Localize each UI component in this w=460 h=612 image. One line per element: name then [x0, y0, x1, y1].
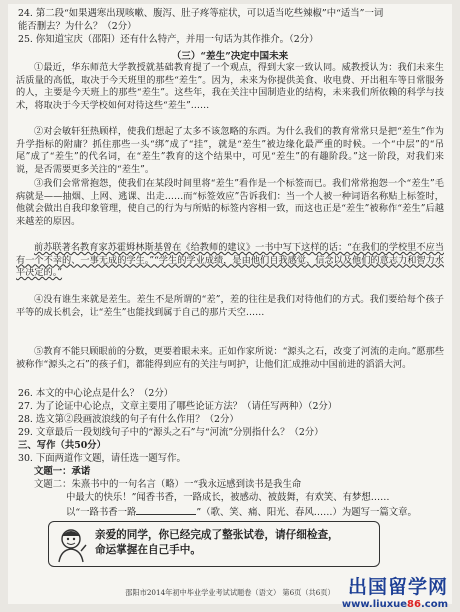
closing-message	[95, 528, 373, 558]
essay-topic-1: 文题一：承诺	[34, 466, 91, 477]
closing-line-1: 亲爱的同学，你已经完成了整张试卷，请仔细检查，	[95, 529, 339, 541]
watermark	[342, 572, 448, 610]
question-29: 29. 文章最后一段划线句子中的“源头之石”与“河流”分别指什么？（2分）	[18, 427, 324, 438]
question-27: 27. 为了论证中心论点，文章主要用了哪些论证方法？（请任写两种）（2分）	[18, 401, 338, 412]
essay-topic-2-line1: 文题二：朱熹书中的一句名言（略）一“我永远感到读书是我生命	[34, 479, 302, 490]
title-blank	[136, 505, 196, 515]
essay-title-suffix: ”（歌、笑、痛、阳光、春风……）为题写一篇文章。	[196, 507, 417, 518]
closing-line-2: 命运掌握在自己手中。	[95, 544, 201, 556]
question-30: 30. 下面两道作文题，请任选一题写作。	[18, 453, 186, 464]
question-26: 26. 本文的中心论点是什么？（2分）	[18, 388, 174, 399]
essay-topic-2-line2: 中最大的快乐！”闻香书香，一路成长，被感动、被鼓舞，有欢笑、有梦想……	[66, 492, 390, 503]
watermark-url	[342, 599, 448, 610]
essay-title-prefix: 以“一路书香一路	[66, 507, 137, 518]
passage-paragraph-3: ③我们会常常抱怨，使我们在某段时间里将“差生”看作是一个标签而已。我们常常抱怨一个“差生”毛病就是——抽烟、上网、逃课、出走……而“标签效应”告诉我们：当一个人被一种词语名称贴上标签时，他就会做出自我印象管理，使自己的行为与所贴的标签内容相一致，而这也正是“差生”被称作“差生”后越来越差的原因。	[16, 178, 444, 227]
section-writing: 三、写作（共50分）	[18, 440, 107, 451]
question-28: 28. 选文第②段画波浪线的句子有什么作用？（2分）	[18, 414, 239, 425]
watermark-url-pre: www.liuxue	[341, 599, 408, 610]
passage-paragraph-4: ④没有谁生来就是差生。差生不是所谓的“差”，差的往往是我们对待他们的方式。我们要给每个孩子平等的成长机会，让“差生”也能找到属于自己的那片天空……	[16, 294, 444, 318]
question-24-line2: 能否删去？为什么？（2分）	[18, 21, 137, 32]
passage-paragraph-1: ①最近，华东师范大学教授就基础教育提了一个观点，得到大家一致认同。威教授认为：我们未来生活质量的高低，取决于今天班里的那些“差生”。因为，未来为你提供美食、收电费、开出租车等日常服务的人，主要是今天班上的那些“差生”。这些年，我在关注中国制造业的结构，未来我们所依赖的科学与技术，将取决于今天学校如何对待这些“差生”……	[16, 62, 444, 111]
passage-paragraph-5: ⑤教育不能只顾眼前的分数，更要着眼未来。正如作家所说：“源头之石，改变了河流的走向。”愿那些被称作“源头之石”的孩子们，都能得到应有的关注与呵护，让他们汇成推动中国前进的滔滔大河。	[16, 346, 444, 370]
watermark-url-num: 86	[407, 599, 421, 610]
passage-paragraph-2: ②对会敏轩狂热顾样，使我们想起了太多不该忽略的东西。为什么我们的教育常常只是把“差生”作为升学指标的附庸？抓住那些一头“绑”成了“挂”，就是“差生”被边缘化最严重的时候。一个“中层”的“吊尾”成了“差生”的代名词，在“差生”教育的这个结果中，可见“差生”的有趣阶段。”这一阶段，对我们来说，是否需要更多关注的“差生”。	[16, 126, 444, 175]
watermark-cn: 出国留学网	[347, 576, 448, 598]
page-footer: 邵阳市2014年初中毕业学业考试试题卷（语文） 第6页（共6页）	[125, 588, 335, 597]
section-title: （三）“差生”决定中国未来	[171, 51, 289, 62]
student-cartoon-icon	[53, 525, 89, 563]
exam-page	[8, 4, 452, 610]
question-25: 25. 你知道宝庆（邵阳）还有什么特产，并用一句话为其作推介。（2分）	[18, 34, 319, 45]
watermark-url-post: .com	[420, 599, 448, 610]
passage-wavy-sentence: 前苏联著名教育家苏霍姆林斯基曾在《给教师的建议》一书中写下这样的话：“在我们的学校里不应当有一个不幸的、一事无成的学生。”“学生的学业成绩，是由他们自我感觉、信念以及他们的意志力和智力水平决定的。”	[16, 242, 444, 279]
essay-topic-2-line3	[66, 505, 417, 520]
closing-message-box	[48, 521, 380, 567]
question-24-line1: 24. 第二段“如果遇寒出现咳嗽、腹泻、肚子疼等症状，可以适当吃些辣椒”中“适当”一词	[18, 8, 384, 19]
